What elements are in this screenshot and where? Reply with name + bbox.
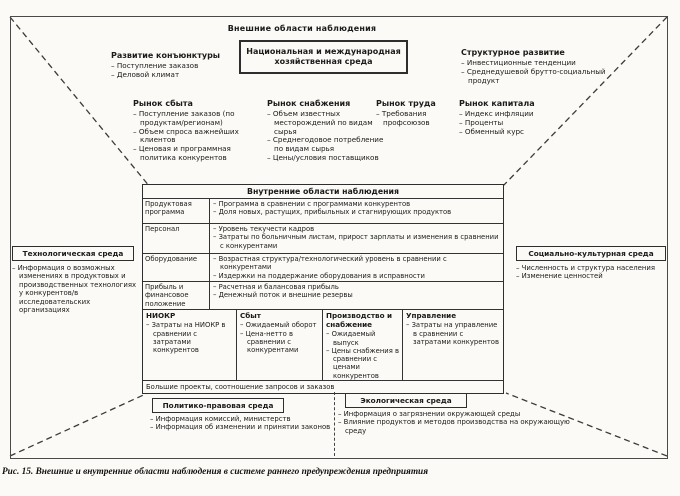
list-item: – Ожидаемый выпуск: [326, 330, 399, 347]
list-item: – Ценовая и программная политика конкурентов: [133, 145, 268, 163]
list-item: – Издержки на поддержание оборудования в исправности: [213, 272, 500, 280]
list-item: – Возрастная структура/технологический уровень в сравнении с конкурентами: [213, 255, 500, 272]
list-item: – Цена-нетто в сравнении с конкурентами: [240, 330, 319, 355]
row-label: Персонал: [143, 224, 210, 253]
row-content: [210, 282, 503, 309]
list-item: – Затраты на управление в сравнении с затратами конкурентов: [406, 321, 500, 346]
socio-cultural-environment-items: [516, 264, 666, 281]
list-item: – Объем спроса важнейших клиентов: [133, 128, 268, 146]
row-label: Прибыль и финансовое положение: [143, 282, 210, 309]
list-item: – Влияние продуктов и методов производства на окружающую среду: [338, 418, 573, 435]
list-item: – Затраты на НИОКР в сравнении с затратами конкурентов: [146, 321, 233, 354]
list-item: – Затраты по больничным листам, прирост зарплаты и изменения в сравнении с конкурентами: [213, 233, 500, 250]
function-columns-row: [143, 310, 503, 381]
list-item: – Среднегодовое потребление по видам сырья: [267, 136, 387, 154]
internal-areas-title: Внутренние области наблюдения: [143, 185, 503, 199]
row-label: Оборудование: [143, 254, 210, 281]
technological-environment-items: [12, 264, 140, 315]
list-item: – Расчетная и балансовая прибыль: [213, 283, 500, 291]
list-item: – Инвестиционные тенденции: [461, 59, 616, 68]
figure-caption: Рис. 15. Внешние и внутренние области наблюдения в системе раннего предупреждения предприятия: [2, 467, 429, 477]
list-item: – Объем известных месторождений по видам сырья: [267, 110, 387, 136]
socio-cultural-environment-box: Социально-культурная среда: [516, 246, 666, 261]
list-item: – Информация о загрязнении окружающей среды: [338, 410, 573, 418]
rnd-title: НИОКР: [146, 311, 176, 321]
list-item: – Требования профсоюзов: [376, 110, 464, 128]
row-content: [210, 224, 503, 253]
structural-development-title: Структурное развитие: [461, 48, 565, 57]
supply-market-block: [267, 99, 387, 163]
list-item: – Информация комиссий, министерств: [150, 415, 332, 423]
market-conditions-block: [111, 51, 246, 80]
list-item: – Информация об изменении и принятии законов: [150, 423, 332, 431]
list-item: – Программа в сравнении с программами конкурентов: [213, 200, 500, 208]
table-row: [143, 254, 503, 282]
rnd-column: [143, 310, 237, 380]
row-label: Продуктовая программа: [143, 199, 210, 223]
list-item: – Индекс инфляции: [459, 110, 574, 119]
list-item: – Поступление заказов: [111, 62, 246, 71]
list-item: – Информация о возможных изменениях в продуктовых и производственных технологиях у конкурентов/в исследовательских организациях: [12, 264, 140, 315]
list-item: – Среднедушевой брутто-социальный продукт: [461, 68, 616, 86]
production-column: [323, 310, 403, 380]
structural-development-block: [461, 48, 616, 85]
table-row: [143, 199, 503, 224]
national-international-environment-label: Национальная и международная хозяйственная среда: [246, 46, 401, 66]
list-item: – Денежный поток и внешние резервы: [213, 291, 500, 299]
table-row: [143, 224, 503, 254]
table-row: [143, 282, 503, 310]
sales-column: [237, 310, 323, 380]
ecological-environment-box: Экологическая среда: [345, 393, 467, 408]
row-content: [210, 199, 503, 223]
list-item: – Обменный курс: [459, 128, 574, 137]
market-conditions-title: Развитие конъюнктуры: [111, 51, 221, 60]
supply-market-title: Рынок снабжения: [267, 99, 351, 108]
labor-market-block: [376, 99, 464, 128]
list-item: – Доля новых, растущих, прибыльных и стагнирующих продуктов: [213, 208, 500, 216]
bottom-section-divider: [334, 392, 335, 456]
row-content: [210, 254, 503, 281]
list-item: – Цены снабжения в сравнении с ценами конкурентов: [326, 347, 399, 380]
external-areas-label: Внешние области наблюдения: [227, 24, 377, 33]
national-international-environment-box: [239, 40, 408, 74]
list-item: – Поступление заказов (по продуктам/регионам): [133, 110, 268, 128]
production-title: Производство и снабжение: [326, 311, 393, 330]
ecological-environment-items: [338, 410, 573, 435]
political-legal-environment-items: [150, 415, 332, 432]
sales-market-title: Рынок сбыта: [133, 99, 193, 108]
list-item: – Проценты: [459, 119, 574, 128]
political-legal-environment-box: Политико-правовая среда: [152, 398, 284, 413]
list-item: – Изменение ценностей: [516, 272, 666, 280]
list-item: – Уровень текучести кадров: [213, 225, 500, 233]
technological-environment-box: Технологическая среда: [12, 246, 134, 261]
sales-title: Сбыт: [240, 311, 261, 321]
labor-market-title: Рынок труда: [376, 99, 436, 108]
table-footer: Большие проекты, соотношение запросов и заказов: [146, 383, 335, 392]
list-item: – Ожидаемый оборот: [240, 321, 319, 329]
capital-market-title: Рынок капитала: [459, 99, 535, 108]
capital-market-block: [459, 99, 574, 136]
sales-market-block: [133, 99, 268, 163]
management-column: [403, 310, 503, 380]
list-item: – Деловой климат: [111, 71, 246, 80]
management-title: Управление: [406, 311, 457, 321]
list-item: – Цены/условия поставщиков: [267, 154, 387, 163]
list-item: – Численность и структура населения: [516, 264, 666, 272]
internal-areas-table: [142, 184, 504, 394]
